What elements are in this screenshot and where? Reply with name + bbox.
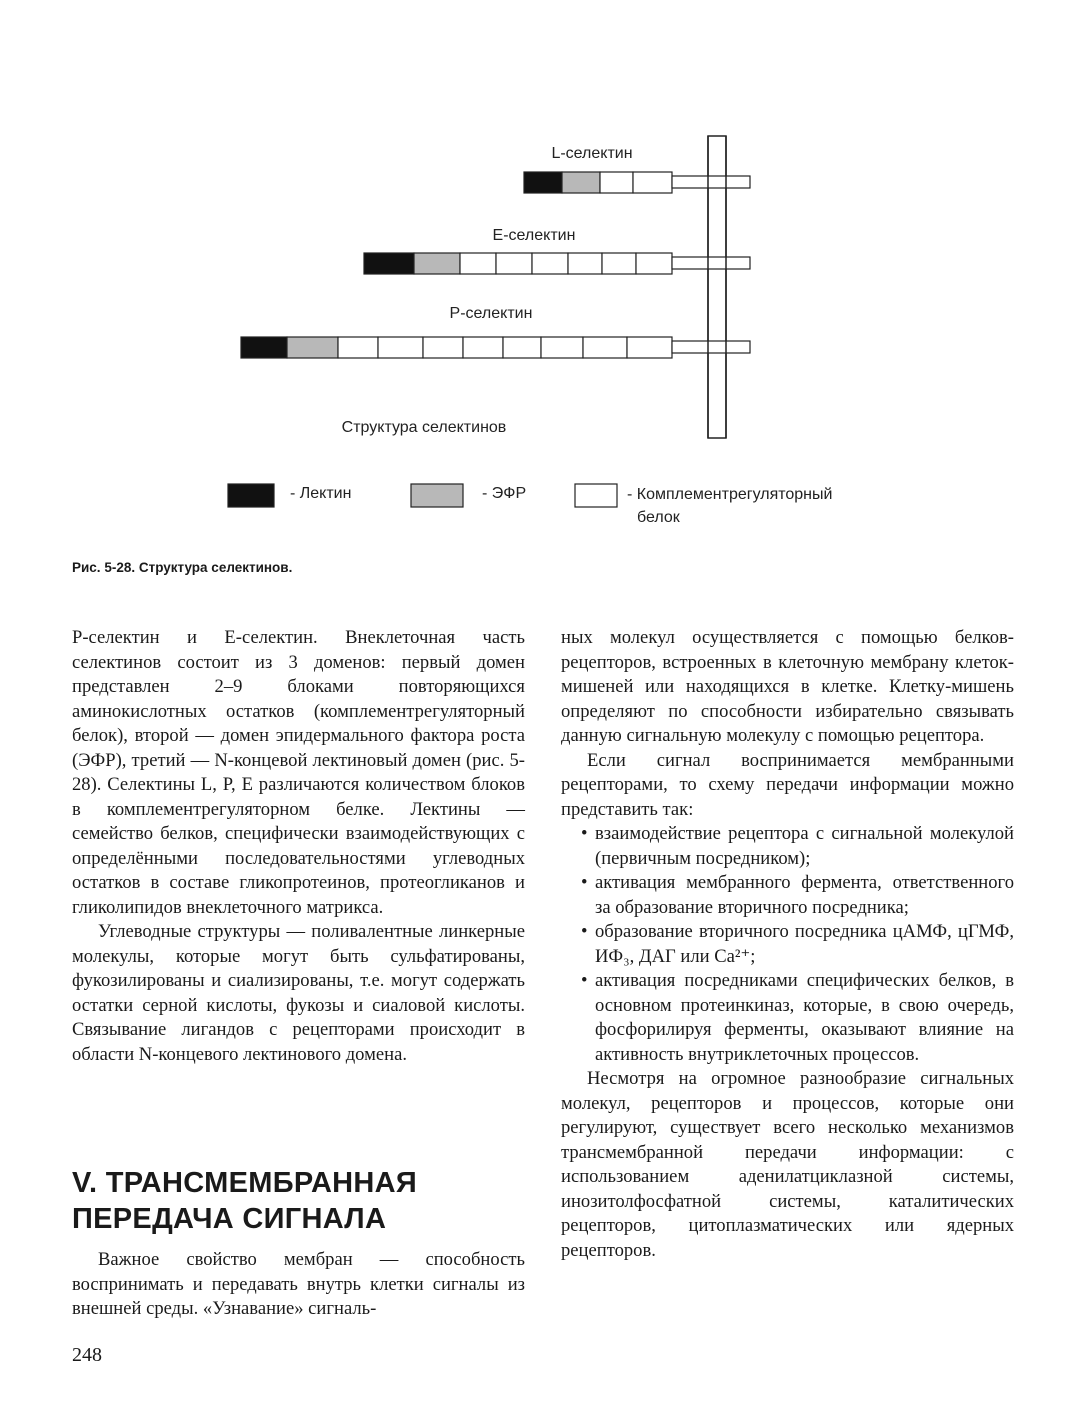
left-paragraph-2: Углеводные структуры — поливалентные линкерные молекулы, которые могут быть сульфатированы, фукозилированы и сиализированы, т.е. могут содержать остатки серной кислоты, фукозы и сиаловой кислоты. Связывание лигандов с рецепторами происходит в области N-концевого лектинового домена. — [72, 921, 525, 1065]
figure-caption: Рис. 5-28. Структура селектинов. — [72, 560, 293, 575]
l-lectin-block — [524, 172, 562, 193]
signal-steps-list — [561, 822, 1014, 1067]
legend-lectin-swatch — [228, 484, 274, 507]
p-selectin-chain — [241, 337, 750, 358]
page-number: 248 — [72, 1344, 102, 1366]
e-selectin-chain — [364, 253, 750, 274]
left-paragraph-1: P-селектин и E-селектин. Внеклеточная часть селектинов состоит из 3 доменов: первый домен представлен 2–9 блоками повторяющихся аминокислотных остатков (комплементрегуляторный белок), второй — домен эпидермального фактора роста (ЭФР), третий — N-концевой лектиновый домен (рис. 5-28). Селектины L, P, E различаются количеством блоков в комплементрегуляторном белке. Лектины — семейство белков, специфически взаимодействующих с определёнными последовательностями углеводных остатков в составе гликопротеинов, протеогликанов и гликолипидов внеклеточного матрикса. — [72, 627, 525, 918]
legend-complement-swatch — [575, 484, 617, 507]
e-stalk — [672, 257, 750, 269]
p-stalk — [672, 341, 750, 353]
list-item: • взаимодействие рецептора с сигнальной молекулой (первичным посредником); — [561, 822, 1014, 871]
e-complement-block — [602, 253, 636, 274]
section-intro — [72, 1248, 525, 1322]
right-paragraph-1: ных молекул осуществляется с помощью белков-рецепторов, встроенных в клеточную мембрану клеток-мишеней или находящихся в клетке. Клетку-мишень определяют по способности избирательно связывать данную сигнальную молекулу с помощью рецептора. — [561, 627, 1014, 746]
e-complement-block — [532, 253, 568, 274]
p-complement-block — [463, 337, 503, 358]
legend — [228, 484, 832, 526]
figure-title: Структура селектинов — [341, 419, 507, 436]
legend-complement-label: - Комплементрегуляторный — [627, 486, 833, 503]
right-paragraph-2: Если сигнал воспринимается мембранными рецепторами, то схему передачи информации можно представить так: — [561, 749, 1014, 820]
e-complement-block — [460, 253, 496, 274]
p-efr-block — [287, 337, 338, 358]
legend-efr-label: - ЭФР — [482, 485, 527, 502]
list-item: • активация посредниками специфических белков, в основном протеинкиназ, которые, в свою очередь, фосфорилируя ферменты, оказывают влияние на активность внутриклеточных процессов. — [561, 969, 1014, 1067]
legend-lectin-label: - Лектин — [290, 485, 352, 502]
p-selectin-label: P-селектин — [449, 305, 533, 322]
e-efr-block — [414, 253, 460, 274]
section-heading-line-2: ПЕРЕДАЧА СИГНАЛА — [72, 1203, 387, 1235]
p-complement-block — [503, 337, 541, 358]
right-paragraph-3: Несмотря на огромное разнообразие сигнальных молекул, рецепторов и процессов, которые они регулируют, существует всего несколько механизмов трансмембранной передачи информации: с использованием аденилатциклазной системы, инозитолфосфатной системы, каталитических рецепторов, цитоплазматических или ядерных рецепторов. — [561, 1068, 1014, 1261]
e-complement-block — [636, 253, 672, 274]
p-complement-block — [338, 337, 378, 358]
p-complement-block — [583, 337, 627, 358]
e-complement-block — [568, 253, 602, 274]
l-stalk — [672, 176, 750, 188]
e-lectin-block — [364, 253, 414, 274]
left-column — [72, 626, 525, 1067]
l-complement-block — [633, 172, 672, 193]
selectin-structure-figure — [0, 0, 1077, 560]
legend-complement-label-2: белок — [637, 509, 680, 526]
p-complement-block — [423, 337, 463, 358]
p-complement-block — [541, 337, 583, 358]
section-intro-paragraph: Важное свойство мембран — способность воспринимать и передавать внутрь клетки сигналы из внешней среды. «Узнавание» сигналь- — [72, 1249, 525, 1319]
list-item: • образование вторичного посредника цАМФ, цГМФ, ИФ₃, ДАГ или Ca²⁺; — [561, 920, 1014, 969]
e-complement-block — [496, 253, 532, 274]
p-complement-block — [627, 337, 672, 358]
section-heading — [72, 1165, 417, 1237]
l-complement-block — [600, 172, 633, 193]
legend-efr-swatch — [411, 484, 463, 507]
l-selectin-label: L-селектин — [551, 145, 633, 162]
e-selectin-label: E-селектин — [492, 227, 576, 244]
p-lectin-block — [241, 337, 287, 358]
section-heading-line-1: V. ТРАНСМЕМБРАННАЯ — [72, 1167, 418, 1199]
l-efr-block — [562, 172, 600, 193]
p-complement-block — [378, 337, 423, 358]
list-item: • активация мембранного фермента, ответственного за образование вторичного посредника; — [561, 871, 1014, 920]
right-column — [561, 626, 1014, 1263]
